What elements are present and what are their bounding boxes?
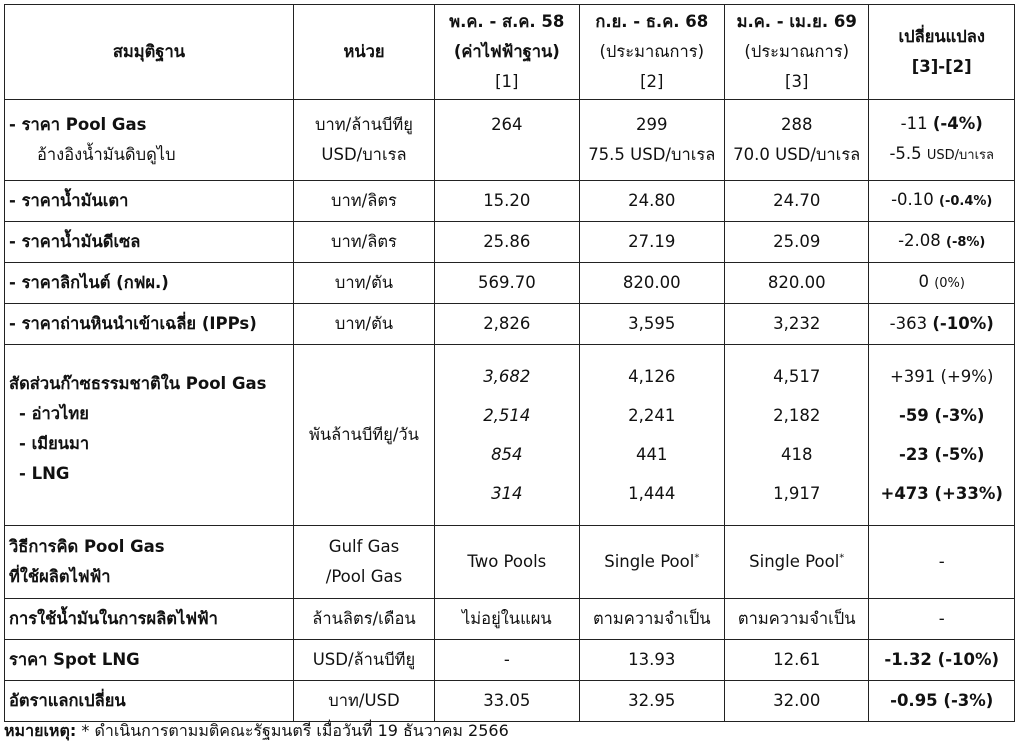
gas-share-change: +391 (+9%): [889, 367, 994, 386]
row-p1: [435, 100, 579, 181]
row-change: -0.95 (-3%): [869, 681, 1015, 722]
row-p1: 569.70: [435, 263, 579, 304]
footnote-mark: *: [694, 552, 700, 564]
row-label: อัตราแลกเปลี่ยน: [5, 681, 294, 722]
row-unit: ล้านลิตร/เดือน: [293, 599, 434, 640]
dubai-p2: 75.5 USD/บาเรล: [588, 145, 716, 164]
myanmar-change: -23 (-5%): [898, 445, 985, 464]
method-label-2: ที่ใช้ผลิตไฟฟ้า: [9, 567, 111, 586]
dubai-p3: 70.0 USD/บาเรล: [733, 145, 861, 164]
change-pct: (-8%): [946, 235, 986, 250]
row-label: ราคา Spot LNG: [5, 640, 294, 681]
row-fuel-oil: [5, 181, 1015, 222]
row-spot-lng: [5, 640, 1015, 681]
pool-gas-p1: 264: [491, 115, 523, 134]
gas-share-p1: 3,682: [483, 367, 531, 386]
row-p3: 12.61: [725, 640, 869, 681]
header-period-2-line: [2]: [640, 72, 664, 91]
row-change: -: [869, 599, 1015, 640]
pool-gas-change-pct: (-4%): [932, 114, 983, 133]
row-unit: [293, 526, 434, 599]
dubai-ref-label: อ้างอิงน้ำมันดิบดูไบ: [37, 145, 176, 164]
header-period-1-line: (ค่าไฟฟ้าฐาน): [453, 42, 560, 61]
row-p2: [579, 526, 724, 599]
row-unit: พันล้านบีทียู/วัน: [293, 345, 434, 526]
change-num: -2.08: [898, 231, 941, 250]
row-label: - ราคาลิกไนต์ (กฟผ.): [5, 263, 294, 304]
row-diesel: [5, 222, 1015, 263]
gas-share-label: สัดส่วนก๊าซธรรมชาติใน Pool Gas: [9, 374, 267, 393]
row-coal: [5, 304, 1015, 345]
row-p2: [579, 100, 724, 181]
row-p1: [435, 345, 579, 526]
gulf-p1: 2,514: [483, 406, 531, 425]
myanmar-p2: 441: [636, 445, 668, 464]
row-p2: 3,595: [579, 304, 724, 345]
row-label: - ราคาน้ำมันเตา: [5, 181, 294, 222]
change-pct: (-0.4%): [939, 194, 993, 209]
pool-gas-label: - ราคา Pool Gas: [9, 115, 147, 134]
header-assumption: สมมุติฐาน: [5, 5, 294, 100]
lng-label: - LNG: [19, 464, 70, 483]
row-change: [869, 263, 1015, 304]
myanmar-label: - เมียนมา: [19, 434, 90, 453]
method-unit-1: Gulf Gas: [328, 537, 400, 556]
row-unit: USD/ล้านบีทียู: [293, 640, 434, 681]
change-num: -0.10: [891, 190, 934, 209]
myanmar-p1: 854: [491, 445, 523, 464]
row-p3: ตามความจำเป็น: [725, 599, 869, 640]
row-unit: บาท/ตัน: [293, 304, 434, 345]
header-period-3-line: (ประมาณการ): [744, 42, 850, 61]
row-p1: 25.86: [435, 222, 579, 263]
row-label: - ราคาน้ำมันดีเซล: [5, 222, 294, 263]
method-unit-2: /Pool Gas: [325, 567, 403, 586]
row-p1: 2,826: [435, 304, 579, 345]
row-unit: บาท/ตัน: [293, 263, 434, 304]
gas-share-p2: 4,126: [628, 367, 676, 386]
row-p1: Two Pools: [435, 526, 579, 599]
row-unit: บาท/ลิตร: [293, 181, 434, 222]
myanmar-p3: 418: [780, 445, 813, 464]
row-label: การใช้น้ำมันในการผลิตไฟฟ้า: [5, 599, 294, 640]
header-change-line: เปลี่ยนแปลง: [898, 27, 985, 46]
method-label-1: วิธีการคิด Pool Gas: [9, 537, 165, 556]
row-gas-share: [5, 345, 1015, 526]
gulf-change: -59 (-3%): [898, 406, 985, 425]
row-p3: [725, 345, 869, 526]
row-pool-gas: [5, 100, 1015, 181]
lng-p1: 314: [491, 484, 523, 503]
row-label: [5, 100, 294, 181]
row-change: -1.32 (-10%): [869, 640, 1015, 681]
gulf-label: - อ่าวไทย: [19, 404, 89, 423]
row-change: [869, 100, 1015, 181]
row-p2: 13.93: [579, 640, 724, 681]
row-unit: [293, 100, 434, 181]
method-p2: Single Pool: [604, 552, 695, 571]
gulf-p3: 2,182: [773, 406, 821, 425]
row-change: [869, 181, 1015, 222]
pool-gas-p3: 288: [780, 115, 813, 134]
pool-gas-p2: 299: [636, 115, 668, 134]
pool-gas-change-num: -11: [900, 114, 928, 133]
row-label: [5, 345, 294, 526]
header-period-3-line: ม.ค. - เม.ย. 69: [736, 12, 857, 31]
header-period-1: [435, 5, 579, 100]
footnote: [4, 716, 509, 746]
lng-p3: 1,917: [773, 484, 821, 503]
row-p3: 32.00: [725, 681, 869, 722]
row-unit: บาท/USD: [293, 681, 434, 722]
row-p3: [725, 526, 869, 599]
header-period-2: [579, 5, 724, 100]
row-p1: 33.05: [435, 681, 579, 722]
header-period-1-line: [1]: [495, 72, 519, 91]
header-period-3: [725, 5, 869, 100]
change-num: -363: [889, 314, 928, 333]
row-p2: 24.80: [579, 181, 724, 222]
pool-gas-unit: บาท/ล้านบีทียู: [315, 115, 413, 134]
row-label: - ราคาถ่านหินนำเข้าเฉลี่ย (IPPs): [5, 304, 294, 345]
row-p3: 24.70: [725, 181, 869, 222]
header-period-1-line: พ.ค. - ส.ค. 58: [449, 12, 565, 31]
dubai-change-unit: USD/บาเรล: [926, 148, 994, 163]
assumption-table-wrapper: [4, 4, 1015, 722]
method-p3: Single Pool: [749, 552, 840, 571]
row-p2: ตามความจำเป็น: [579, 599, 724, 640]
gulf-p2: 2,241: [628, 406, 676, 425]
row-change: [869, 222, 1015, 263]
row-p3: 3,232: [725, 304, 869, 345]
row-p1: -: [435, 640, 579, 681]
header-row: [5, 5, 1015, 100]
header-change: [869, 5, 1015, 100]
row-p2: 820.00: [579, 263, 724, 304]
header-period-3-line: [3]: [785, 72, 809, 91]
footnote-text: * ดำเนินการตามมติคณะรัฐมนตรี เมื่อวันที่ 19 ธันวาคม 2566: [81, 721, 509, 740]
header-change-line: [3]-[2]: [911, 57, 972, 76]
change-num: 0: [918, 272, 929, 291]
footnote-mark: *: [839, 552, 845, 564]
row-lignite: [5, 263, 1015, 304]
row-p1: 15.20: [435, 181, 579, 222]
lng-p2: 1,444: [628, 484, 676, 503]
footnote-label: หมายเหตุ:: [4, 721, 77, 740]
row-p3: [725, 100, 869, 181]
row-p2: [579, 345, 724, 526]
change-pct: (-10%): [932, 314, 994, 333]
change-pct: (0%): [934, 276, 965, 291]
assumption-table: [4, 4, 1015, 722]
row-label: [5, 526, 294, 599]
row-change: [869, 304, 1015, 345]
header-unit: หน่วย: [293, 5, 434, 100]
row-oil-use: [5, 599, 1015, 640]
row-p3: 820.00: [725, 263, 869, 304]
row-p1: ไม่อยู่ในแผน: [435, 599, 579, 640]
dubai-unit: USD/บาเรล: [321, 145, 407, 164]
row-change: [869, 345, 1015, 526]
dubai-change-num: -5.5: [889, 144, 922, 163]
header-period-2-line: ก.ย. - ธ.ค. 68: [595, 12, 709, 31]
row-unit: บาท/ลิตร: [293, 222, 434, 263]
header-period-2-line: (ประมาณการ): [599, 42, 705, 61]
row-p2: 32.95: [579, 681, 724, 722]
row-method: [5, 526, 1015, 599]
row-p2: 27.19: [579, 222, 724, 263]
lng-change: +473 (+33%): [880, 484, 1003, 503]
row-p3: 25.09: [725, 222, 869, 263]
row-change: -: [869, 526, 1015, 599]
gas-share-p3: 4,517: [773, 367, 821, 386]
